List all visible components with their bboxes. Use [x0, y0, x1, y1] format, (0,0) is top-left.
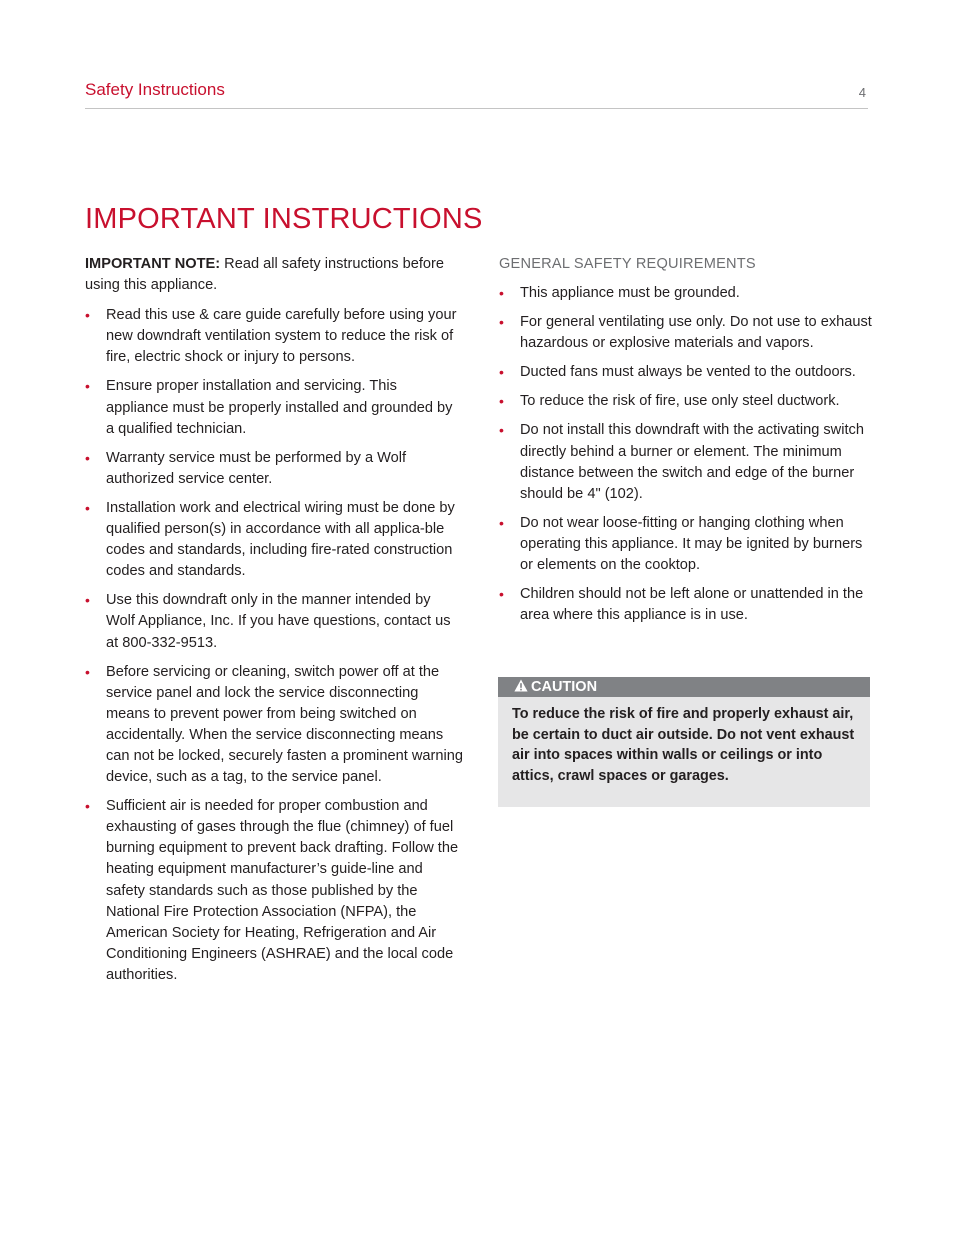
list-item [85, 590, 463, 653]
general-safety-heading: GENERAL SAFETY REQUIREMENTS [499, 256, 756, 272]
list-item [499, 391, 873, 412]
list-item [499, 584, 873, 626]
section-title: Safety Instructions [85, 80, 225, 99]
caution-box [498, 677, 870, 807]
list-item-text: Read this use & care guide carefully before using your new downdraft ventilation system to reduce the risk of fire, electric shock or injury to persons. [106, 307, 457, 366]
list-item-text: To reduce the risk of fire, use only steel ductwork. [520, 393, 840, 410]
list-item-text: For general ventilating use only. Do not use to exhaust hazardous or explosive materials and vapors. [520, 314, 872, 352]
left-column [85, 254, 463, 994]
list-item-text: Before servicing or cleaning, switch power off at the service panel and lock the service disconnecting means to prevent power from being switched on accidentally. When the service disconnecting means can not be locked, securely fasten a prominent warning device, such as a tag, to the service panel. [106, 663, 463, 786]
important-note-label: IMPORTANT NOTE: [85, 256, 221, 272]
bullet-icon: • [85, 499, 90, 516]
list-item-text: Children should not be left alone or unattended in the area where this appliance is in use. [520, 586, 864, 624]
bullet-icon: • [499, 314, 504, 331]
caution-text: To reduce the risk of fire and properly exhaust air, be certain to duct air outside. Do not vent exhaust air into spaces within walls or ceilings or into attics, crawl spaces or garages. [512, 706, 855, 784]
list-item-text: Do not install this downdraft with the activating switch directly behind a burner or element. The minimum distance between the switch and edge of the burner should be 4" (102). [520, 422, 864, 502]
list-item [85, 305, 463, 368]
bullet-icon: • [499, 364, 504, 381]
caution-label: CAUTION [531, 679, 598, 695]
safety-requirements-list [499, 283, 873, 626]
list-item-text: Ensure proper installation and servicing. This appliance must be properly installed and grounded by a qualified technician. [106, 378, 453, 437]
page-number: 4 [858, 85, 866, 100]
list-item-text: Do not wear loose-fitting or hanging clothing when operating this appliance. It may be ignited by burners or elements on the cooktop. [520, 514, 863, 574]
warning-triangle-icon [514, 679, 528, 692]
bullet-icon: • [499, 514, 504, 531]
list-item [85, 662, 463, 789]
list-item-text: Ducted fans must always be vented to the outdoors. [520, 364, 856, 381]
right-column [499, 254, 873, 634]
list-item [85, 498, 463, 582]
list-item [85, 376, 463, 439]
instruction-list [85, 305, 463, 986]
list-item-text: Use this downdraft only in the manner intended by Wolf Appliance, Inc. If you have questions, contact us at 800-332-9513. [106, 592, 451, 651]
list-item [499, 420, 873, 504]
list-item [499, 513, 873, 576]
list-item [85, 796, 463, 986]
bullet-icon: • [85, 592, 90, 609]
list-item [85, 448, 463, 490]
list-item-text: Warranty service must be performed by a Wolf authorized service center. [106, 449, 407, 487]
bullet-icon: • [85, 307, 90, 324]
bullet-icon: • [85, 663, 90, 680]
important-note [85, 254, 463, 296]
list-item [499, 283, 873, 304]
list-item-text: Sufficient air is needed for proper combustion and exhausting of gases through the flue (chimney) of fuel burning equipment to prevent back drafting. Follow the heating equipment manufacturer’s guide-line and safety standards such as those published by the National Fire Protection Association (NFPA), the American Society for Heating, Refrigeration and Air Conditioning Engineers (ASHRAE) and the local code authorities. [106, 798, 459, 983]
bullet-icon: • [499, 586, 504, 603]
list-item-text: This appliance must be grounded. [520, 285, 740, 301]
list-item [499, 312, 873, 354]
bullet-icon: • [499, 422, 504, 439]
header-divider [85, 108, 868, 109]
important-note-text: Read all safety instructions before using this appliance. [85, 256, 445, 294]
bullet-icon: • [499, 285, 504, 301]
bullet-icon: • [499, 393, 504, 410]
bullet-icon: • [85, 798, 90, 815]
page-title: IMPORTANT INSTRUCTIONS [85, 203, 483, 235]
bullet-icon: • [85, 378, 90, 395]
list-item-text: Installation work and electrical wiring must be done by qualified person(s) in accordance with all applica-ble codes and standards, including fire-rated construction codes and standards. [106, 499, 455, 580]
list-item [499, 362, 873, 383]
caution-header [498, 677, 870, 697]
bullet-icon: • [85, 449, 90, 466]
